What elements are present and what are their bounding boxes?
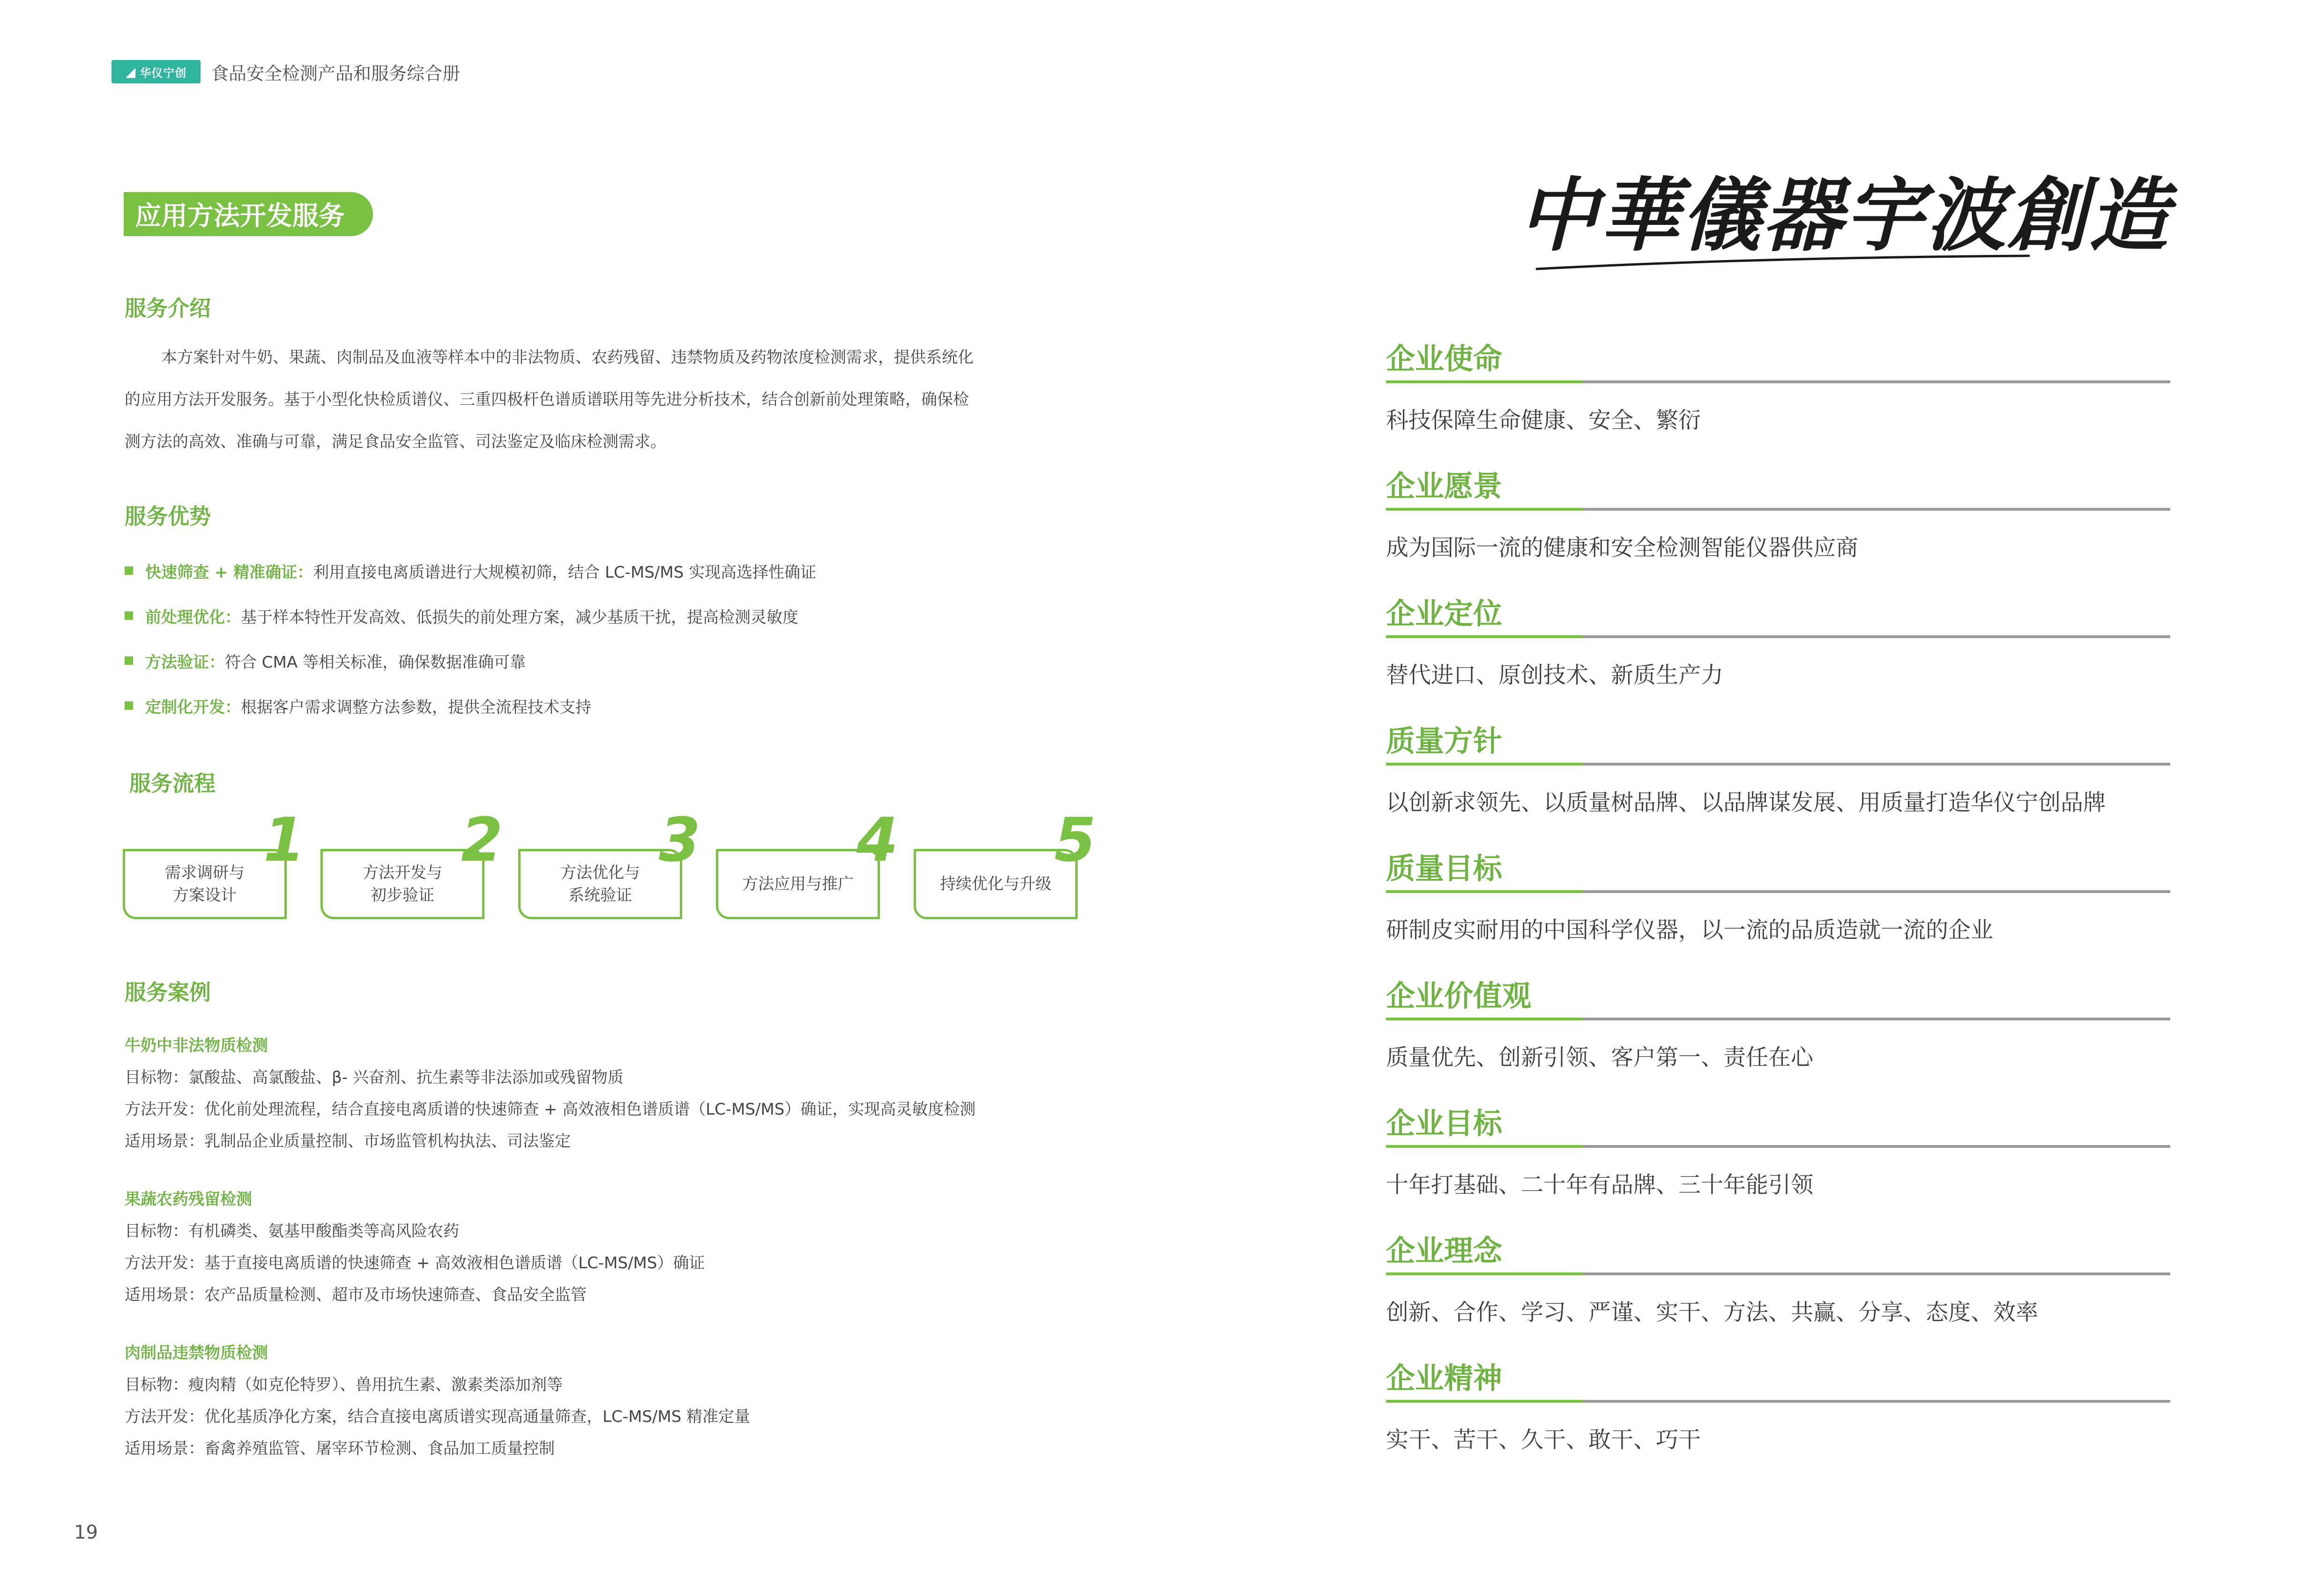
step-label: 持续优化与升级 <box>940 875 1051 893</box>
value-title-mission: 企业使命 <box>1386 342 1503 376</box>
value-text-philosophy: 创新、合作、学习、严谨、实干、方法、共赢、分享、态度、效率 <box>1386 1299 2039 1325</box>
intro-line: 测方法的高效、准确与可靠，满足食品安全监管、司法鉴定及临床检测需求。 <box>125 432 666 451</box>
value-title-quality-policy: 质量方针 <box>1386 724 1503 758</box>
company-logo <box>112 60 201 83</box>
advantage-item <box>125 638 1109 683</box>
case-line: 方法开发：基于直接电离质谱的快速筛查 + 高效液相色谱质谱（LC-MS/MS）确证 <box>125 1254 705 1272</box>
value-text-positioning: 替代进口、原创技术、新质生产力 <box>1386 662 1724 688</box>
case-line: 方法开发：优化基质净化方案，结合直接电离质谱实现高通量筛查，LC-MS/MS 精准定量 <box>125 1407 751 1426</box>
value-title-vision: 企业愿景 <box>1386 469 1503 503</box>
case-line: 适用场景：乳制品企业质量控制、市场监管机构执法、司法鉴定 <box>125 1132 571 1151</box>
advantage-item <box>125 548 1109 593</box>
value-title-spirit: 企业精神 <box>1386 1361 1503 1395</box>
step-label: 需求调研与 方案设计 <box>165 863 245 905</box>
value-text-goal: 十年打基础、二十年有品牌、三十年能引领 <box>1386 1172 1814 1198</box>
logo-text: 华仪宁创 <box>140 66 187 80</box>
step-number: 1 <box>263 805 305 875</box>
calligraphy-slogan <box>1518 169 2171 281</box>
advantage-text: 根据客户需求调整方法参数，提供全流程技术支持 <box>241 698 591 717</box>
calligraphy-text: 中華儀器宇波創造 <box>1518 169 2171 262</box>
intro-heading: 服务介绍 <box>125 296 211 321</box>
advantages-heading: 服务优势 <box>125 504 211 529</box>
case-line: 适用场景：畜禽养殖监管、屠宰环节检测、食品加工质量控制 <box>125 1439 555 1458</box>
square-bullet-icon <box>125 701 133 710</box>
advantage-lead: 前处理优化： <box>145 608 241 627</box>
case-title: 果蔬农药残留检测 <box>125 1190 252 1209</box>
step-number: 5 <box>1054 805 1096 875</box>
section-rule <box>1386 763 2170 766</box>
advantage-lead: 定制化开发： <box>145 698 241 717</box>
advantage-item <box>125 593 1109 638</box>
section-rule <box>1386 1018 2170 1020</box>
step-number: 4 <box>857 805 899 875</box>
advantage-text: 符合 CMA 等相关标准，确保数据准确可靠 <box>225 653 526 672</box>
value-title-positioning: 企业定位 <box>1386 596 1503 631</box>
case-title: 牛奶中非法物质检测 <box>125 1036 268 1055</box>
step-label: 方法应用与推广 <box>742 875 854 893</box>
value-text-vision: 成为国际一流的健康和安全检测智能仪器供应商 <box>1386 535 1859 561</box>
value-title-quality-goal: 质量目标 <box>1386 851 1503 885</box>
cases-heading: 服务案例 <box>125 980 211 1005</box>
value-text-mission: 科技保障生命健康、安全、繁衍 <box>1386 407 1701 433</box>
advantage-lead: 方法验证： <box>145 653 225 672</box>
value-title-goal: 企业目标 <box>1386 1106 1503 1140</box>
process-step-3 <box>518 849 682 919</box>
intro-line: 的应用方法开发服务。基于小型化快检质谱仪、三重四极杆色谱质谱联用等先进分析技术，结合创新前处理策略，确保检 <box>125 390 969 409</box>
case-line: 目标物：瘦肉精（如克伦特罗）、兽用抗生素、激素类添加剂等 <box>125 1376 563 1394</box>
case-line: 适用场景：农产品质量检测、超市及市场快速筛查、食品安全监管 <box>125 1286 587 1304</box>
value-text-quality-goal: 研制皮实耐用的中国科学仪器，以一流的品质造就一流的企业 <box>1386 917 1994 943</box>
advantage-lead: 快速筛查 + 精准确证： <box>145 563 313 582</box>
process-step-5 <box>914 849 1078 919</box>
case-line: 目标物：有机磷类、氨基甲酸酯类等高风险农药 <box>125 1222 459 1241</box>
square-bullet-icon <box>125 611 133 620</box>
section-rule <box>1386 380 2170 383</box>
logo-mark-icon: ◢ <box>125 64 136 80</box>
section-rule <box>1386 1145 2170 1148</box>
section-rule <box>1386 508 2170 511</box>
square-bullet-icon <box>125 566 133 575</box>
process-step-2 <box>320 849 484 919</box>
brush-underline-icon <box>1518 249 2048 277</box>
process-heading: 服务流程 <box>129 771 216 796</box>
page-number: 19 <box>74 1522 98 1543</box>
advantage-item <box>125 683 1109 728</box>
value-text-spirit: 实干、苦干、久干、敢干、巧干 <box>1386 1427 1701 1453</box>
advantage-text: 利用直接电离质谱进行大规模初筛，结合 LC-MS/MS 实现高选择性确证 <box>313 563 817 582</box>
section-rule <box>1386 635 2170 638</box>
process-step-4 <box>716 849 880 919</box>
step-number: 2 <box>461 805 503 875</box>
step-number: 3 <box>659 805 701 875</box>
value-text-core-values: 质量优先、创新引领、客户第一、责任在心 <box>1386 1044 1814 1071</box>
section-rule <box>1386 890 2170 893</box>
process-step-1 <box>123 849 287 919</box>
section-title-pill: 应用方法开发服务 <box>124 192 373 236</box>
value-title-philosophy: 企业理念 <box>1386 1234 1503 1268</box>
advantage-text: 基于样本特性开发高效、低损失的前处理方案，减少基质干扰，提高检测灵敏度 <box>241 608 798 627</box>
page-header <box>112 60 460 83</box>
section-rule <box>1386 1272 2170 1275</box>
intro-paragraph <box>125 336 1090 463</box>
step-label: 方法优化与 系统验证 <box>560 863 640 905</box>
advantages-list <box>125 548 1109 728</box>
square-bullet-icon <box>125 656 133 665</box>
value-text-quality-policy: 以创新求领先、以质量树品牌、以品牌谋发展、用质量打造华仪宁创品牌 <box>1386 789 2106 816</box>
case-line: 目标物：氯酸盐、高氯酸盐、β- 兴奋剂、抗生素等非法添加或残留物质 <box>125 1068 624 1087</box>
document-title: 食品安全检测产品和服务综合册 <box>211 63 461 84</box>
case-line: 方法开发：优化前处理流程，结合直接电离质谱的快速筛查 + 高效液相色谱质谱（LC-MS/MS）确证，实现高灵敏度检测 <box>125 1100 976 1119</box>
section-rule <box>1386 1400 2170 1403</box>
case-title: 肉制品违禁物质检测 <box>125 1344 268 1362</box>
intro-line: 本方案针对牛奶、果蔬、肉制品及血液等样本中的非法物质、农药残留、违禁物质及药物浓度检测需求，提供系统化 <box>161 348 974 367</box>
value-title-core-values: 企业价值观 <box>1386 979 1532 1013</box>
step-label: 方法开发与 初步验证 <box>363 863 442 905</box>
